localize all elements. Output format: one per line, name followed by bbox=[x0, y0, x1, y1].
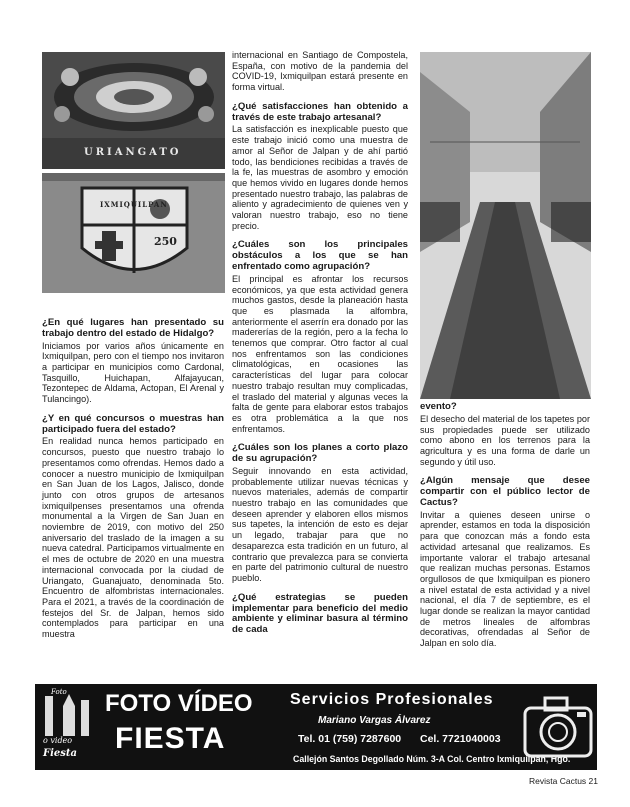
question-heading: ¿Y en qué concursos o muestras han participado fuera del estado? bbox=[42, 412, 224, 435]
question-heading: ¿Cuáles son los planes a corto plazo de su agrupación? bbox=[232, 442, 408, 465]
question-heading: ¿Qué satisfacciones han obtenido a través de este trabajo artesanal? bbox=[232, 100, 408, 123]
photo1-lettering: URIANGATO bbox=[84, 147, 182, 158]
ad-phone: Tel. 01 (759) 7287600 bbox=[298, 733, 402, 745]
photo2-number: 250 bbox=[154, 235, 177, 248]
foto-video-fiesta-logo bbox=[41, 688, 99, 766]
logo-text: o video bbox=[43, 736, 73, 745]
logo-text: Foto bbox=[51, 688, 67, 696]
street-procession-image bbox=[420, 52, 591, 399]
article-column-1 bbox=[42, 318, 224, 649]
ad-services: Servicios Profesionales bbox=[290, 691, 494, 708]
advertisement-banner bbox=[35, 684, 597, 770]
question-heading: ¿En qué lugares han presentado su trabajo dentro del estado de Hidalgo? bbox=[42, 317, 224, 339]
photo-ixmiquilpan-carpet bbox=[42, 173, 225, 293]
ad-title: FIESTA bbox=[115, 722, 226, 755]
article-column-3 bbox=[420, 402, 590, 658]
sawdust-carpet-shield-image bbox=[42, 173, 225, 293]
answer-paragraph: El principal es afrontar los recursos económicos, ya que esta actividad genera muchos gastos, desde la planeación hasta que es plasmada la alfombra, anteriormente el aserrín era donado por las madererías de la región, pero a la fecha lo tenemos que comprar. Otro factor al cual nos enfrentamos son las condiciones climatológicas, en ocasiones las características del lugar para colocar nuestro trabajo resultan muy complicadas, el traslado del material y algunas veces la falta de gente para elaborar estos trabajos es otra problemática a la que nos enfrentamos. bbox=[232, 273, 408, 434]
answer-paragraph: internacional en Santiago de Compostela, España, con motivo de la pandemia del COVID-19, Ixmiquilpan estará presente en forma virtual. bbox=[232, 50, 408, 93]
ad-address: Callejón Santos Degollado Núm. 3-A Col. Centro Ixmiquilpan, Hgo. bbox=[293, 754, 571, 764]
article-column-2 bbox=[232, 50, 408, 637]
ad-title: FOTO VÍDEO bbox=[105, 690, 253, 717]
camera-icon bbox=[521, 690, 595, 766]
ad-cellphone: Cel. 7721040003 bbox=[420, 733, 501, 745]
answer-paragraph: Seguir innovando en esta actividad, probablemente utilizar nuevas técnicas y nuevos materiales, además de compartir nuestro trabajo en las comunidades que deseen aprender y elaboren ellos mismos sus tapetes, la intención de esto es dejar un legado, trabajar para que no desaparezca esta tradición en un futuro, al contrario que prevalezca para se convierta en parte del patrimonio cultural de nuestro pueblo. bbox=[232, 465, 408, 583]
photo-uriangato-carpet bbox=[42, 52, 225, 169]
photo-street-carpet bbox=[420, 52, 591, 399]
logo-text: Fiesta bbox=[43, 748, 77, 759]
answer-paragraph: La satisfacción es inexplicable puesto que este trabajo inició como una muestra de amor al Señor de Jalpan y de ahí partió todo, las bendiciones recibidas a través de la fe, las muestras de asombro y emoción que hemos vivido en lugares donde hemos presentado nuestro trabajo, las palabras de aliento y agradecimiento de quienes ven y valoran nuestro trabajo, eso no tiene precio. bbox=[232, 124, 408, 231]
photo2-lettering: IXMIQUILPAN bbox=[100, 200, 168, 209]
page-footer: Revista Cactus 21 bbox=[529, 776, 598, 786]
answer-paragraph: El desecho del material de los tapetes por sus propiedades puede ser utilizado como abono en los terrenos para la agricultura y es una forma de darle un segundo y útil uso. bbox=[420, 413, 590, 467]
answer-paragraph: Iniciamos por varios años únicamente en Ixmiquilpan, pero con el tiempo nos invitaron a participar en municipios como Cardonal, Tasquillo, Huichapan, Alfajayucan, Tezontepec de Aldama, Actopan, El Arenal y Tulancingo). bbox=[42, 340, 224, 405]
answer-paragraph: En realidad nunca hemos participado en concursos, puesto que nuestro trabajo lo presentamos como ofrendas. Hemos dado a conocer a nuestro municipio de Ixmiquilpan en San Juan de los Lagos, Jalisco, donde junto con otros grupos de artesanos ixmiquilpenses presentamos una ofrenda monumental a la Virgen de San Juan en noviembre de 2019, con motivo del 250 aniversario del traslado de la imagen a su nueva catedral. Participamos virtualmente en el mes de octubre de 2020 en una muestra internacional convocada por la ciudad de Uriangato, Guanajuato, denominada 5to. Encuentro de alfombristas internacionales. Para el 2021, a través de la coordinación de festejos del Sr. de Jalpan, hemos sido contemplados para participar en una muestra bbox=[42, 436, 224, 640]
question-heading: ¿Algún mensaje que desee compartir con el público lector de Cactus? bbox=[420, 475, 590, 508]
ad-contact-name: Mariano Vargas Álvarez bbox=[318, 715, 431, 726]
answer-paragraph: Invitar a quienes deseen unirse o aprender, estamos en toda la disposición para que conozcan más a fondo esta actividad artesanal que realizamos. Es importante valorar el trabajo artesanal que realizan muchas personas. Estamos orgullosos de que Ixmiquilpan es pionero a nivel estatal de esta actividad y a nivel nacional, el día 7 de septiembre, es el lugar donde se realizan la mayor cantidad de metros lineales de alfombras decorativas, ofrendadas al Señor de Jalpan en solo día. bbox=[420, 509, 590, 649]
question-heading: ¿Qué estrategias se pueden implementar para beneficio del medio ambiente y eliminar basura al término de cada bbox=[232, 591, 408, 636]
question-heading: evento? bbox=[420, 401, 457, 412]
question-heading: ¿Cuáles son los principales obstáculos a los que se han enfrentado como agrupación? bbox=[232, 239, 408, 273]
